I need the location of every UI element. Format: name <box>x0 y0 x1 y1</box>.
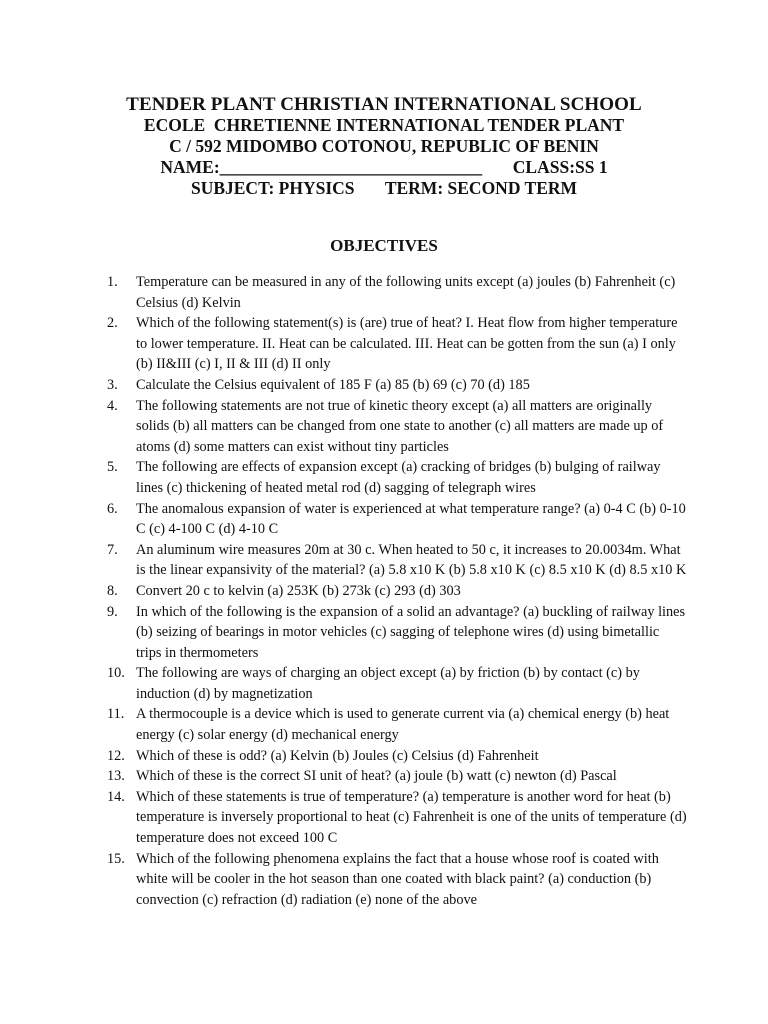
question-item <box>107 313 687 375</box>
question-number: 4. <box>107 397 118 414</box>
question-item <box>107 602 687 664</box>
question-item <box>107 540 687 581</box>
question-text: Which of these is the correct SI unit of heat? (a) joule (b) watt (c) newton (d) Pascal <box>136 768 617 785</box>
term-label: TERM: SECOND TERM <box>384 178 578 198</box>
subject-label: SUBJECT: PHYSICS <box>190 178 355 198</box>
class-label: CLASS:SS 1 <box>512 157 608 177</box>
question-text: The following are effects of expansion except (a) cracking of bridges (b) bulging of railway lines (c) thickening of heated metal rod (d) sagging of telegraph wires <box>136 459 661 496</box>
school-name-french: ECOLE CHRETIENNE INTERNATIONAL TENDER PLANT <box>143 115 625 135</box>
question-number: 15. <box>107 850 125 867</box>
question-number: 2. <box>107 315 118 332</box>
question-item <box>107 375 687 396</box>
school-name: TENDER PLANT CHRISTIAN INTERNATIONAL SCHOOL <box>126 94 642 115</box>
question-number: 11. <box>107 706 125 723</box>
subject-term-line <box>0 178 768 199</box>
question-item <box>107 746 687 767</box>
question-text: Temperature can be measured in any of the following units except (a) joules (b) Fahrenheit (c) Celsius (d) Kelvin <box>136 274 676 311</box>
question-number: 6. <box>107 500 118 517</box>
question-item <box>107 704 687 745</box>
question-list <box>107 272 687 910</box>
name-label: NAME:______________________________ <box>160 157 483 177</box>
question-item <box>107 787 687 849</box>
question-item <box>107 663 687 704</box>
question-text: In which of the following is the expansion of a solid an advantage? (a) buckling of railway lines (b) seizing of bearings in motor vehicles (c) sagging of telephone wires (d) using bimetallic trips in thermometers <box>136 603 686 661</box>
question-text: The anomalous expansion of water is experienced at what temperature range? (a) 0-4 C (b) 0-10 C (c) 4-100 C (d) 4-10 C <box>136 500 686 538</box>
question-number: 5. <box>107 459 118 476</box>
question-text: Calculate the Celsius equivalent of 185 F (a) 85 (b) 69 (c) 70 (d) 185 <box>136 376 530 393</box>
question-text: A thermocouple is a device which is used to generate current via (a) chemical energy (b) heat energy (c) solar energy (d) mechanical energy <box>136 706 670 744</box>
question-number: 8. <box>107 582 118 599</box>
question-item <box>107 849 687 911</box>
question-text: An aluminum wire measures 20m at 30 c. When heated to 50 c, it increases to 20.0034m. What is the linear expansivity of the material? (a) 5.8 x10 K (b) 5.8 x10 K (c) 8.5 x10 K (d) 8.5 x10 K <box>136 541 687 579</box>
section-title: OBJECTIVES <box>330 236 438 255</box>
document-header <box>0 94 768 199</box>
question-text: Which of these is odd? (a) Kelvin (b) Joules (c) Celsius (d) Fahrenheit <box>136 747 539 764</box>
question-text: Convert 20 c to kelvin (a) 253K (b) 273k (c) 293 (d) 303 <box>136 582 461 599</box>
question-text: Which of the following phenomena explains the fact that a house whose roof is coated with white will be cooler in the hot season than one coated with black paint? (a) conduction (b) convection (c) refraction (d) radiation (e) none of the above <box>136 850 659 908</box>
question-item <box>107 499 687 540</box>
question-number: 7. <box>107 541 118 558</box>
question-text: Which of the following statement(s) is (are) true of heat? I. Heat flow from higher temperature to lower temperature. II. Heat can be calculated. III. Heat can be gotten from the sun (a) I only (b) II&III (c) I, II & III (d) II only <box>136 315 678 373</box>
question-item <box>107 457 687 498</box>
question-item <box>107 272 687 313</box>
question-number: 9. <box>107 603 118 620</box>
question-number: 1. <box>107 274 118 290</box>
question-item <box>107 581 687 602</box>
question-number: 13. <box>107 768 125 785</box>
question-item <box>107 396 687 458</box>
question-text: Which of these statements is true of temperature? (a) temperature is another word for heat (b) temperature is inversely proportional to heat (c) Fahrenheit is one of the units of temperature (d) temperature does not exceed 100 C <box>136 788 687 847</box>
question-number: 12. <box>107 747 125 764</box>
question-number: 10. <box>107 665 125 682</box>
name-class-line <box>0 157 768 178</box>
question-item <box>107 766 687 787</box>
school-address: C / 592 MIDOMBO COTONOU, REPUBLIC OF BENIN <box>169 136 599 156</box>
question-number: 14. <box>107 788 125 805</box>
question-text: The following statements are not true of kinetic theory except (a) all matters are originally solids (b) all matters can be changed from one state to another (c) all matters are made up of atoms (d) some matters can exist without tiny particles <box>136 397 664 455</box>
question-number: 3. <box>107 376 118 393</box>
question-text: The following are ways of charging an object except (a) by friction (b) by contact (c) by induction (d) by magnetization <box>136 665 640 702</box>
